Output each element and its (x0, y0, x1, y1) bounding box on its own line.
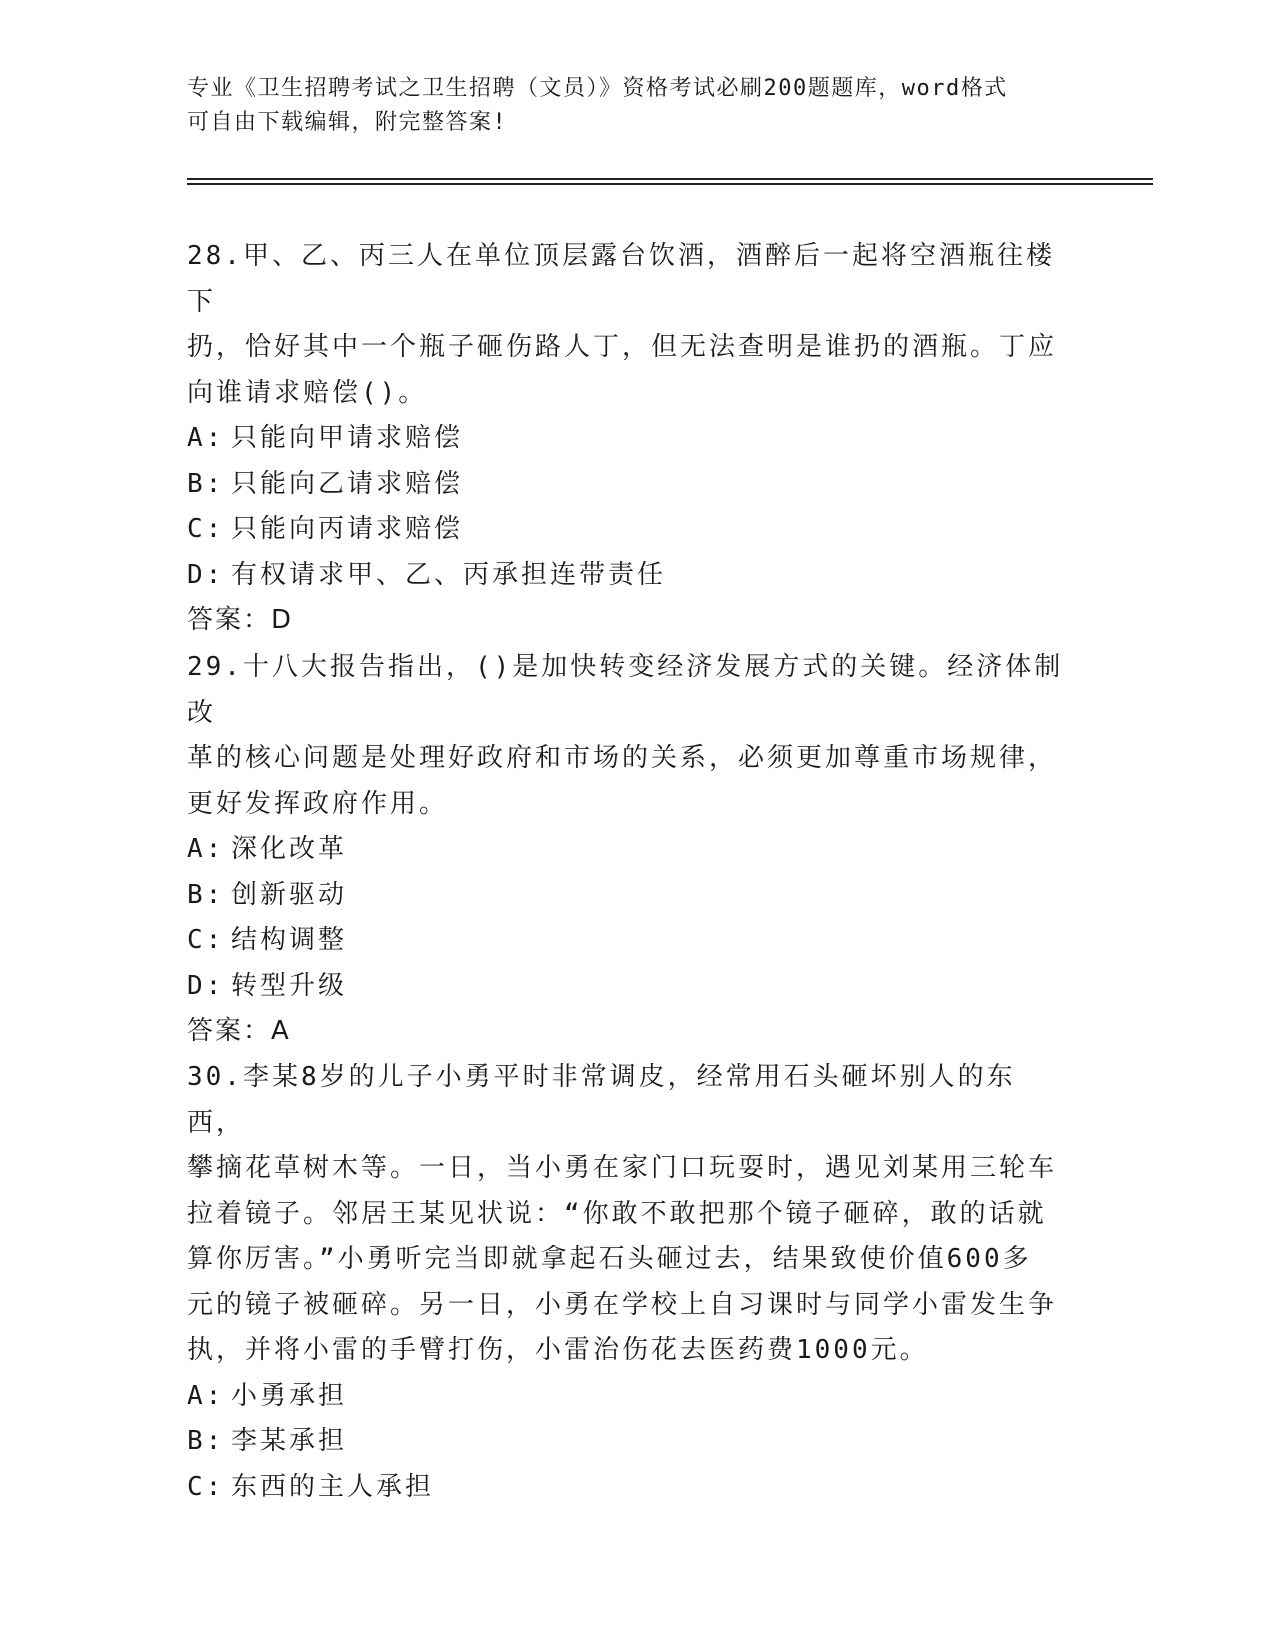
question-stem-line: 执，并将小雷的手臂打伤，小雷治伤花去医药费1000元。 (187, 1335, 929, 1365)
question-stem-line: 算你厉害。”小勇听完当即就拿起石头砸过去，结果致使价值600多 (187, 1244, 1032, 1274)
header-divider-top (187, 178, 1153, 180)
question-stem-line: 28.甲、乙、丙三人在单位顶层露台饮酒，酒醉后一起将空酒瓶往楼下 (187, 241, 1055, 317)
question-stem-line: 攀摘花草树木等。一日，当小勇在家门口玩耍时，遇见刘某用三轮车 (187, 1153, 1058, 1183)
question-stem-line: 革的核心问题是处理好政府和市场的关系，必须更加尊重市场规律， (187, 743, 1058, 773)
option-text: 李某承担 (231, 1426, 348, 1456)
question-stem-line: 29.十八大报告指出，()是加快转变经济发展方式的关键。经济体制改 (187, 652, 1064, 728)
option-d (187, 964, 1067, 1010)
option-key: A: (187, 423, 225, 453)
option-text: 东西的主人承担 (231, 1471, 435, 1502)
header-line-2: 可自由下载编辑，附完整答案! (187, 110, 508, 135)
option-a (187, 827, 1067, 873)
option-text: 深化改革 (231, 834, 348, 864)
question-30 (187, 1055, 1067, 1510)
option-b (187, 873, 1067, 919)
option-key: B: (187, 879, 225, 910)
question-stem-line: 向谁请求赔偿()。 (187, 377, 428, 408)
question-28 (187, 234, 1067, 644)
option-text: 结构调整 (231, 925, 348, 955)
option-c (187, 918, 1067, 964)
option-key: C: (187, 1471, 225, 1502)
option-c (187, 1465, 1067, 1511)
option-key: A: (187, 1380, 225, 1411)
header-line-1: 专业《卫生招聘考试之卫生招聘（文员）》资格考试必刷200题题库，word格式 (187, 76, 1008, 101)
option-text: 只能向甲请求赔偿 (231, 423, 464, 453)
question-stem-line: 元的镜子被砸碎。另一日，小勇在学校上自习课时与同学小雷发生争 (187, 1289, 1058, 1320)
document-header (187, 72, 1067, 140)
header-divider-bottom (187, 183, 1153, 185)
option-b (187, 462, 1067, 508)
option-key: A: (187, 834, 225, 864)
option-key: B: (187, 468, 225, 499)
question-stem-line: 30.李某8岁的儿子小勇平时非常调皮，经常用石头砸坏别人的东西， (187, 1062, 1016, 1138)
option-d (187, 553, 1067, 599)
option-b (187, 1419, 1067, 1465)
option-text: 只能向乙请求赔偿 (231, 468, 464, 499)
option-a (187, 416, 1067, 462)
question-stem-line: 扔，恰好其中一个瓶子砸伤路人丁，但无法查明是谁扔的酒瓶。丁应 (187, 332, 1058, 362)
option-text: 创新驱动 (231, 879, 348, 910)
option-c (187, 507, 1067, 553)
option-key: D: (187, 970, 225, 1001)
option-text: 转型升级 (231, 970, 348, 1001)
option-text: 小勇承担 (231, 1380, 348, 1411)
answer-line: 答案：D (187, 605, 294, 635)
option-key: C: (187, 514, 225, 544)
question-stem-line: 更好发挥政府作用。 (187, 788, 449, 819)
option-key: B: (187, 1426, 225, 1456)
option-key: C: (187, 925, 225, 955)
question-stem-line: 拉着镜子。邻居王某见状说：“你敢不敢把那个镜子砸碎，敢的话就 (187, 1198, 1047, 1229)
answer-line: 答案：A (187, 1016, 291, 1046)
option-text: 有权请求甲、乙、丙承担连带责任 (231, 559, 667, 590)
option-key: D: (187, 559, 225, 590)
option-text: 只能向丙请求赔偿 (231, 514, 464, 544)
option-a (187, 1374, 1067, 1420)
question-29 (187, 645, 1067, 1055)
